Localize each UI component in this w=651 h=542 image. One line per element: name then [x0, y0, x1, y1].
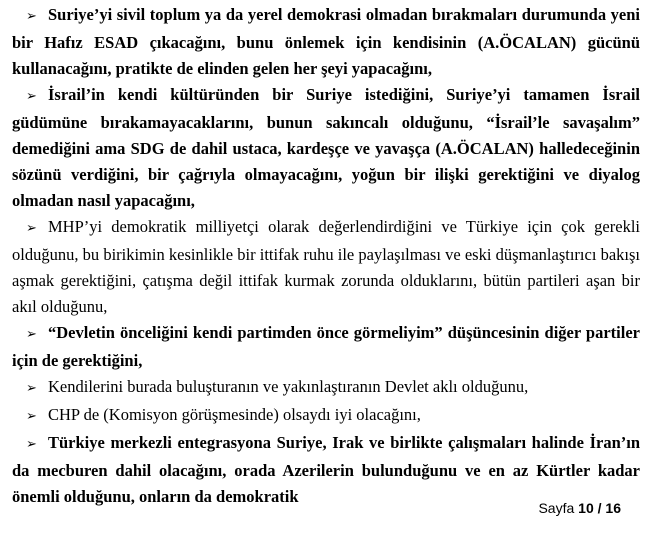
bullet-paragraph-5 [12, 374, 640, 402]
paragraph-text: Suriye’yi sivil toplum ya da yerel demokrasi olmadan bırakmaları durumunda yeni bir Hafız ESAD çıkacağını, bunu önlemek için kendisinin (A.ÖCALAN) gücünü kullanacağını, pratikte de elinden gelen her şeyi yapacağını, [12, 5, 640, 78]
total-pages: 16 [605, 500, 621, 516]
paragraph-text: Türkiye merkezli entegrasyona Suriye, Irak ve birlikte çalışmaları halinde İran’ın da mecburen dahil olacağını, orada Azerilerin bulunduğunu ve en az Kürtler kadar önemli olduğunu, onların da demokratik [12, 433, 640, 506]
paragraph-text: Kendilerini burada buluşturanın ve yakınlaştıranın Devlet aklı olduğunu, [48, 377, 529, 396]
paragraph-text: “Devletin önceliğini kendi partimden önce görmeliyim” düşüncesinin diğer partiler için de gerektiğini, [12, 323, 640, 370]
bullet-paragraph-7 [12, 430, 640, 510]
bullet-list [12, 2, 640, 510]
arrow-bullet-icon: ➢ [26, 409, 37, 424]
arrow-bullet-icon: ➢ [26, 437, 37, 452]
page-number-footer [538, 500, 621, 516]
arrow-bullet-icon: ➢ [26, 381, 37, 396]
paragraph-text: İsrail’in kendi kültüründen bir Suriye istediğini, Suriye’yi tamamen İsrail güdümüne bırakamayacaklarını, bunun sakıncalı olduğunu, “İsrail’le savaşalım” demediğini ama SDG de dahil ustaca, kardeşçe ve yavaşça (A.ÖCALAN) halledeceğinin sözünü verdiğini, bir çağrıyla olmayacağını, yoğun bir ilişki gerektiğini ve diyalog olmadan nasıl yapacağını, [12, 85, 640, 210]
arrow-bullet-icon: ➢ [26, 89, 37, 104]
page-separator: / [597, 500, 602, 516]
arrow-bullet-icon: ➢ [26, 221, 37, 236]
current-page-number: 10 [578, 500, 594, 516]
bullet-paragraph-6 [12, 402, 640, 430]
bullet-paragraph-4 [12, 320, 640, 374]
page-label: Sayfa [538, 500, 575, 516]
arrow-bullet-icon: ➢ [26, 327, 37, 342]
bullet-paragraph-2 [12, 82, 640, 214]
arrow-bullet-icon: ➢ [26, 9, 37, 24]
paragraph-text: MHP’yi demokratik milliyetçi olarak değerlendirdiğini ve Türkiye için çok gerekli olduğunu, bu birikimin kesinlikle bir ittifak ruhu ile paylaşılması ve eski düşmanlaştırıcı bakışı aşmak gerektiğini, çatışma değil ittifak kurmak zorunda olduklarını, bütün partileri aşan bir akıl olduğunu, [12, 217, 640, 316]
paragraph-text: CHP de (Komisyon görüşmesinde) olsaydı iyi olacağını, [48, 405, 421, 424]
bullet-paragraph-3 [12, 214, 640, 320]
bullet-paragraph-1 [12, 2, 640, 82]
